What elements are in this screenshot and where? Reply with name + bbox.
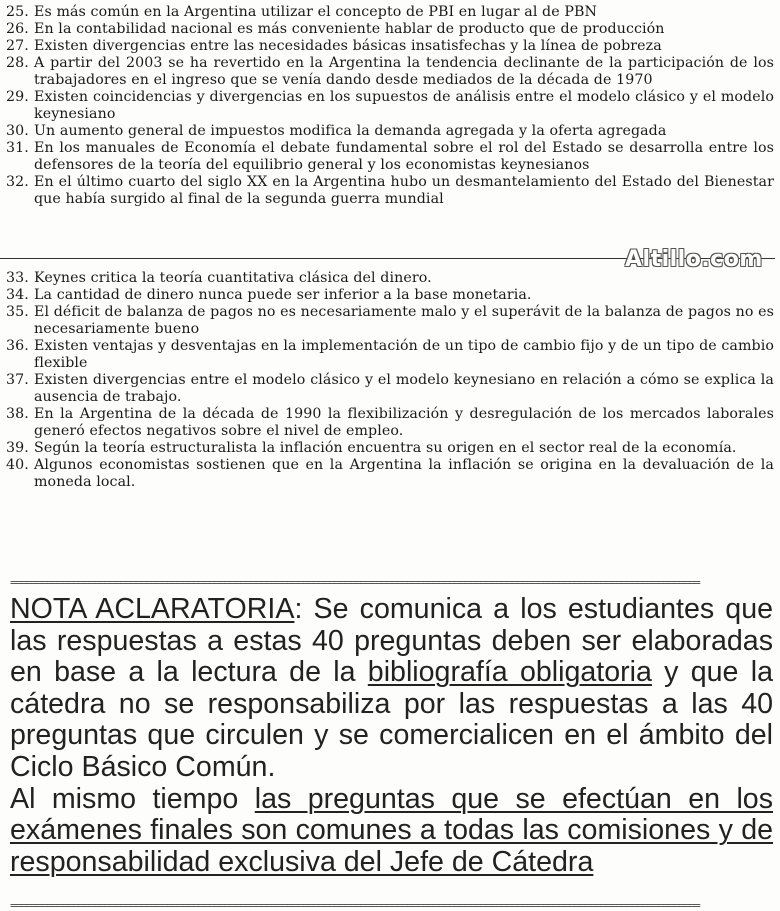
- note-paragraph-1-part-b: y que la cátedra no se responsabiliza por las respuestas a las 40 preguntas que circulen y se comercialicen en el ámbito del Ciclo Básico Común.: [10, 656, 773, 783]
- separator-line-bottom: ====================================================================================================================================: [10, 901, 700, 911]
- question-number: 35.: [6, 304, 29, 320]
- question-number: 37.: [6, 372, 29, 388]
- question-number: 25.: [6, 4, 29, 20]
- question-text: A partir del 2003 se ha revertido en la Argentina la tendencia declinante de la participación de los trabajadores en el ingreso que se venía dando desde mediados de la década de 1970: [34, 55, 774, 88]
- question-text: En la contabilidad nacional es más conveniente hablar de producto que de producción: [34, 21, 665, 37]
- watermark-logo: Altillo.com: [625, 247, 763, 272]
- question-item: [6, 406, 774, 440]
- question-text: Existen divergencias entre las necesidades básicas insatisfechas y la línea de pobreza: [34, 38, 662, 54]
- question-item: [6, 270, 774, 287]
- question-number: 34.: [6, 287, 29, 303]
- question-text: Existen coincidencias y divergencias en los supuestos de análisis entre el modelo clásico y el modelo keynesiano: [34, 89, 774, 122]
- separator-line-top: ====================================================================================================================================: [10, 578, 700, 588]
- note-paragraph-2-underlined: las preguntas que se efectúan en los exámenes finales son comunes a todas las comisiones y de responsabilidad exclusiva del Jefe de Cátedra: [10, 782, 773, 878]
- note-link-bibliography: bibliografía obligatoria: [367, 656, 652, 689]
- question-text: Existen divergencias entre el modelo clásico y el modelo keynesiano en relación a cómo se explica la ausencia de trabajo.: [34, 372, 774, 405]
- question-text: Algunos economistas sostienen que en la Argentina la inflación se origina en la devaluación de la moneda local.: [34, 457, 774, 490]
- question-number: 26.: [6, 21, 29, 37]
- clarifying-note: [10, 594, 773, 878]
- question-item: [6, 140, 774, 174]
- question-text: Keynes critica la teoría cuantitativa clásica del dinero.: [34, 270, 432, 286]
- question-number: 32.: [6, 174, 29, 190]
- question-item: [6, 457, 774, 491]
- question-item: [6, 440, 774, 457]
- question-number: 29.: [6, 89, 29, 105]
- question-text: Un aumento general de impuestos modifica la demanda agregada y la oferta agregada: [34, 123, 667, 139]
- note-heading: NOTA ACLARATORIA: [10, 593, 295, 625]
- question-text: En los manuales de Economía el debate fundamental sobre el rol del Estado se desarrolla entre los defensores de la teoría del equilibrio general y los economistas keynesianos: [34, 140, 774, 173]
- question-number: 30.: [6, 123, 29, 139]
- question-text: El déficit de balanza de pagos no es necesariamente malo y el superávit de la balanza de pagos no es necesariamente bueno: [34, 304, 774, 337]
- question-item: [6, 123, 774, 140]
- question-number: 36.: [6, 338, 29, 354]
- question-item: [6, 174, 774, 208]
- question-text: En la Argentina de la década de 1990 la flexibilización y desregulación de los mercados laborales generó efectos negativos sobre el nivel de empleo.: [34, 406, 774, 439]
- question-list-part-2: [6, 270, 774, 491]
- question-item: [6, 372, 774, 406]
- question-number: 33.: [6, 270, 29, 286]
- question-item: [6, 304, 774, 338]
- question-text: Existen ventajas y desventajas en la implementación de un tipo de cambio fijo y de un tipo de cambio flexible: [34, 338, 774, 371]
- question-item: [6, 89, 774, 123]
- question-item: [6, 338, 774, 372]
- note-paragraph-2-part-a: Al mismo tiempo: [10, 782, 255, 815]
- question-text: En el último cuarto del siglo XX en la Argentina hubo un desmantelamiento del Estado del Bienestar que había surgido al final de la segunda guerra mundial: [34, 174, 774, 207]
- question-number: 31.: [6, 140, 29, 156]
- question-item: [6, 21, 774, 38]
- question-item: [6, 287, 774, 304]
- question-item: [6, 4, 774, 21]
- question-item: [6, 38, 774, 55]
- question-text: Según la teoría estructuralista la inflación encuentra su origen en el sector real de la economía.: [34, 440, 737, 456]
- question-text: La cantidad de dinero nunca puede ser inferior a la base monetaria.: [34, 287, 532, 303]
- note-paragraph-1-part-a: : Se comunica a los estudiantes que las respuestas a estas 40 preguntas deben ser elaboradas en base a la lectura de la: [10, 593, 774, 689]
- question-number: 27.: [6, 38, 29, 54]
- question-number: 40.: [6, 457, 29, 473]
- question-text: Es más común en la Argentina utilizar el concepto de PBI en lugar al de PBN: [34, 4, 598, 20]
- question-number: 39.: [6, 440, 29, 456]
- question-list-part-1: [6, 4, 774, 208]
- question-item: [6, 55, 774, 89]
- question-number: 28.: [6, 55, 29, 71]
- question-number: 38.: [6, 406, 29, 422]
